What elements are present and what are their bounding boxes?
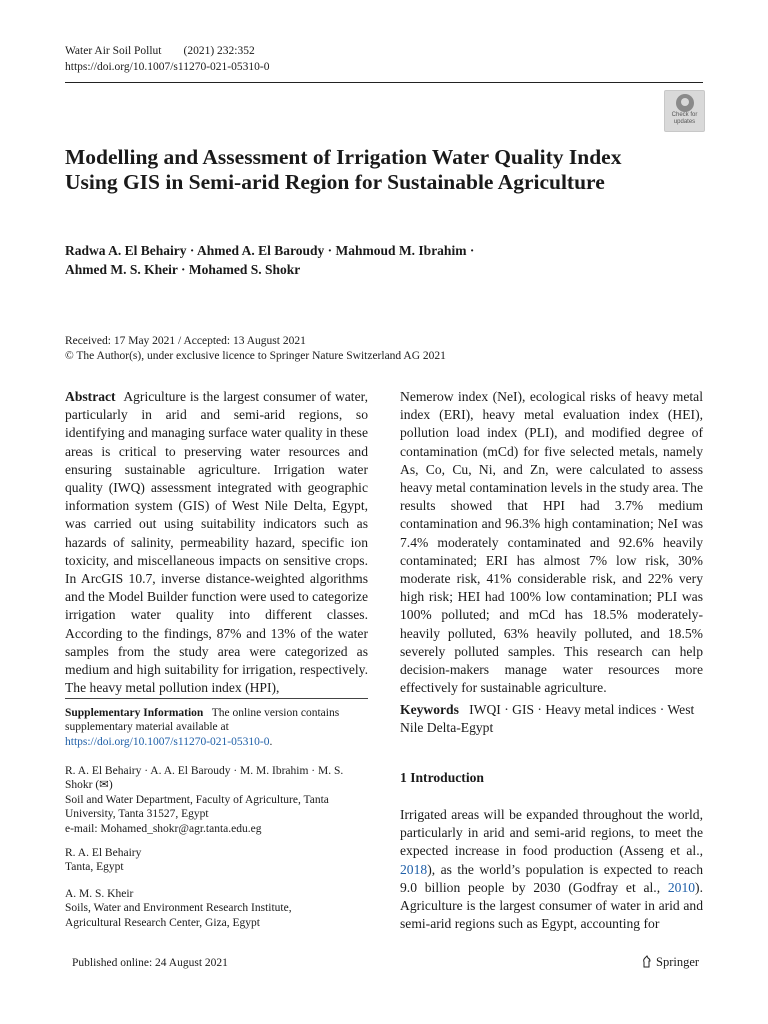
abstract-text-left: Agriculture is the largest consumer of water, particularly in arid and semi-arid regions, so identifying and managing surface water quality in these areas is critical to preserving water resources and ensuring sustainable agriculture. Irrigation water quality (IWQ) assessment integrated with geographic information system (GIS) of West Nile Delta, Egypt, was carried out using suitability indicators such as hazards of salinity, permeability hazard, specific ion toxicity, and miscellaneous impacts on sensitive crops. In ArcGIS 10.7, inverse distance-weighted algorithms and the Model Builder function were used to categorize irrigation water quality into different classes. According to the findings, 87% and 13% of the water samples from the study area were categorized as medium and high suitability for irrigation, respectively. The heavy metal pollution index (HPI), [65,389,368,696]
year-volume: (2021) 232:352 [183,45,255,57]
keywords-label: Keywords [400,702,459,717]
publisher-logo [641,955,699,970]
citation-link[interactable]: 2018 [400,861,428,877]
update-icon [676,94,694,112]
affiliation-1 [65,764,350,836]
header-rule [65,82,703,83]
affiliation-3 [65,887,368,930]
supplementary-info: Supplementary Information The online version contains supplementary material available at https://doi.org/10.1007/s11270-021-05310-0. [65,707,340,748]
springer-horse-icon [641,955,652,968]
affiliation-names: A. M. S. Kheir [65,888,134,900]
introduction-paragraph: Irrigated areas will be expanded throughout the world, particularly in arid and semi-arid regions, to meet the expected increase in food production (Asseng et al., 2018), as the world’s population is expected to reach 9.0 billion people by 2030 (Godfray et al., 2010). Agriculture is the largest consumer of water in arid and semi-arid regions such as Egypt, accounting for [400,807,703,932]
badge-line2: updates [673,119,696,125]
footnote-rule [65,698,368,699]
article-dates [65,334,665,364]
journal-name: Water Air Soil Pollut [65,45,162,57]
affiliation-names: R. A. El Behairy [65,847,142,859]
check-for-updates-badge[interactable] [664,90,705,132]
affiliation-email[interactable]: e-mail: Mohamed_shokr@agr.tanta.edu.eg [65,822,262,835]
paper-title: Modelling and Assessment of Irrigation Water Quality Index Using GIS in Semi-arid Region for Sustainable Agriculture [65,145,622,194]
badge-line1: Check for [671,112,698,118]
abstract-left [65,388,368,697]
copyright-notice: © The Author(s), under exclusive licence to Springer Nature Switzerland AG 2021 [65,350,446,362]
citation-link[interactable]: 2010 [667,879,696,895]
published-online: Published online: 24 August 2021 [72,957,228,969]
affiliation-address: Soil and Water Department, Faculty of Agriculture, Tanta University, Tanta 31527, Egypt [65,793,329,821]
abstract-label: Abstract [65,389,116,404]
section-heading-introduction: 1 Introduction [400,770,484,785]
affiliation-names: R. A. El Behairy · A. A. El Baroudy · M. M. Ibrahim · M. S. Shokr (✉) [65,765,344,792]
affiliation-2 [65,846,368,875]
running-header [65,43,269,75]
affiliation-address: Agricultural Research Center, Giza, Egypt [65,916,260,929]
author-list [65,241,625,279]
supplementary-text: The online version contains supplementary material available at [65,707,340,734]
authors-line-2: Ahmed M. S. Kheir · Mohamed S. Shokr [65,262,301,277]
supplementary-link[interactable]: https://doi.org/10.1007/s11270-021-05310-0 [65,735,270,748]
keywords-text: IWQI · GIS · Heavy metal indices · West Nile Delta-Egypt [400,702,695,736]
affiliation-address: Tanta, Egypt [65,861,124,874]
affiliation-address: Soils, Water and Environment Research Institute, [65,902,292,915]
received-accepted: Received: 17 May 2021 / Accepted: 13 August 2021 [65,335,306,347]
abstract-right: Nemerow index (NeI), ecological risks of heavy metal index (ERI), heavy metal evaluation index (HEI), pollution load index (PLI), and modified degree of contamination (mCd) for five selected metals, namely As, Co, Cu, Ni, and Zn, were calculated to assess heavy metal contamination levels in the study area. The results showed that HPI had 3.7% medium contamination and 96.3% high contamination; NeI was 7.4% moderately contaminated and 92.6% heavily contaminated; ERI has almost 7% low risk, 30% moderate risk, 41% considerable risk, and 22% very high risk; HEI had 100% low contamination; PLI was 100% polluted; and mCd has 18.5% moderately-heavily polluted, 63% heavily polluted, and 18.5% severely polluted samples. This research can help decision-makers manage water resources more effectively for sustainable agriculture. [400,389,703,696]
publisher-name: Springer [656,955,700,969]
authors-line-1: Radwa A. El Behairy · Ahmed A. El Baroudy · Mahmoud M. Ibrahim · [65,243,475,258]
keywords [400,701,703,737]
supplementary-label: Supplementary Information [65,707,204,719]
doi-link[interactable]: https://doi.org/10.1007/s11270-021-05310-0 [65,61,270,73]
